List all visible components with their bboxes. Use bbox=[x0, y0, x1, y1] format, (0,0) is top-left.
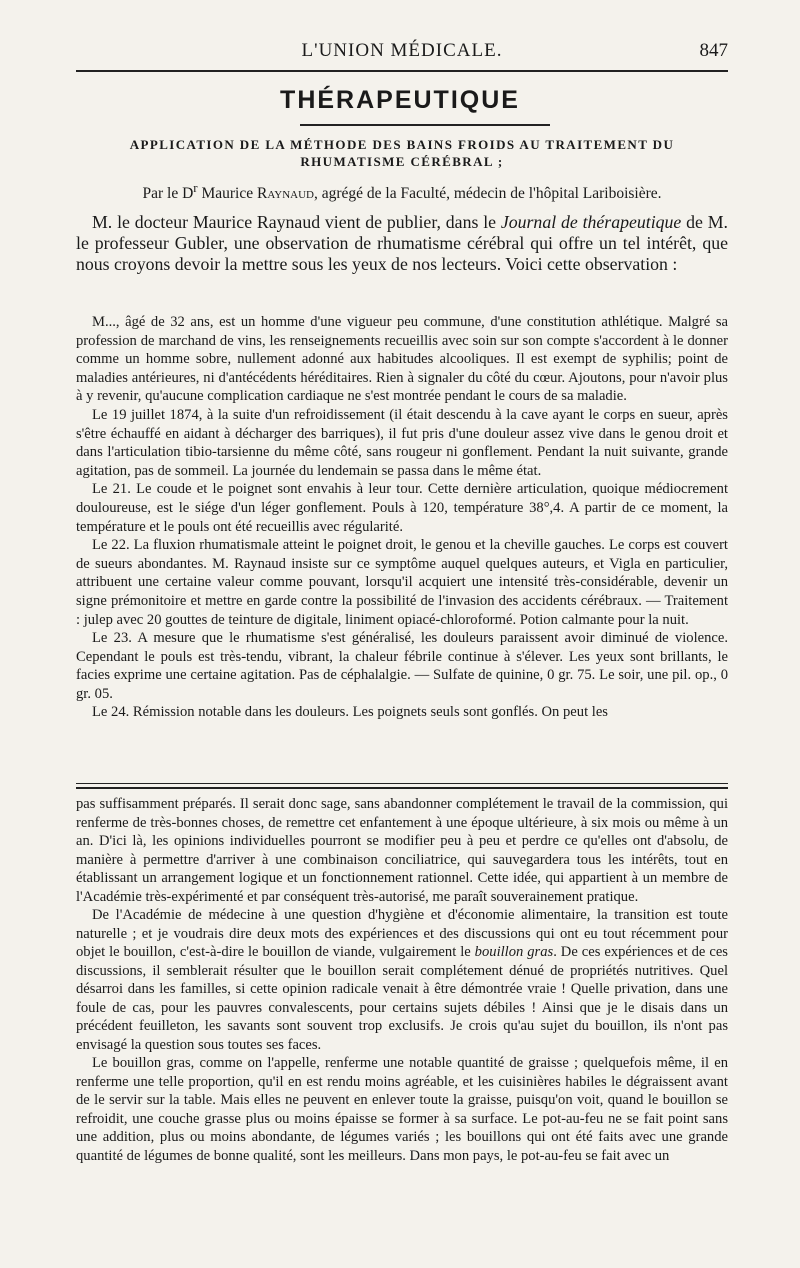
observation-paragraph: Le 22. La fluxion rhumatismale atteint le poignet droit, le genou et la cheville gauches. Le corps est couvert de sueurs abondantes. M. Raynaud insiste sur ce symptôme auquel quelques auteurs, et Vigla en particulier, attribuent une certaine valeur comme pouvant, lorsqu'il acquiert une intensité très-considérable, devenir un signe prémonitoire et mettre en garde contre la possibilité de l'invasion des accidents cérébraux. — Traitement : julep avec 20 gouttes de teinture de digitale, liniment opiacé-chloroformé. Potion calmante pour la nuit. bbox=[76, 537, 728, 628]
section-rule bbox=[300, 124, 550, 126]
byline-prefix: Par le D bbox=[142, 185, 194, 203]
feuilleton-emphasis: bouillon gras bbox=[474, 944, 554, 960]
journal-name: Journal de thérapeutique bbox=[500, 212, 682, 232]
observation-paragraph: Le 24. Rémission notable dans les douleurs. Les poignets seuls sont gonflés. On peut les bbox=[92, 704, 608, 721]
observation-paragraph: Le 19 juillet 1874, à la suite d'un refroidissement (il était descendu à la cave ayant le corps en sueur, après s'être échauffé en aidant à décharger des barriques), il fut pris d'une douleur assez vive dans le genou droit et dans l'articulation tibio-tarsienne du même côté, sans rougeur ni gonflement. Pendant la nuit suivante, grande agitation, pas de sommeil. La journée du lendemain se passa dans le même état. bbox=[76, 406, 728, 479]
lead-part1: M. le docteur Maurice Raynaud vient de publier, dans le bbox=[92, 212, 501, 232]
article-title: APPLICATION DE LA MÉTHODE DES BAINS FROIDS AU TRAITEMENT DU RHUMATISME CÉRÉBRAL ; bbox=[129, 137, 675, 169]
feuilleton bbox=[76, 795, 728, 1165]
byline bbox=[76, 180, 728, 203]
feuilleton-paragraph: Le bouillon gras, comme on l'appelle, renferme une notable quantité de graisse ; quelquefois même, il en renferme une telle proportion, qu'il en est rendu moins agréable, et les cuisinières habiles le dégraissent avant de le servir sur la table. Mais elles ne peuvent en enlever toute la graisse, puisqu'on voit, quand le bouillon se refroidit, une couche grasse plus ou moins épaisse se former à sa surface. Le pot-au-feu ne se fait point sans une addition, plus ou moins abondante, de légumes variés ; les bouillons qui ont été faits avec une grande quantité de légumes de bonne qualité, sont les meilleurs. Dans mon pays, le pot-au-feu se fait avec un bbox=[76, 1055, 728, 1164]
observation-paragraph: M..., âgé de 32 ans, est un homme d'une vigueur peu commune, d'une constitution athlétique. Malgré sa profession de marchand de vins, les renseignements recueillis avec soin sur son compte s'accordent à le donner comme un homme sobre, nullement adonné aux habitudes alcooliques. Il est exempt de syphilis; point de maladies antérieures, ni d'antécédents héréditaires. Rien à signaler du côté du cœur. Ajoutons, pour n'avoir plus à y revenir, qu'aucune complication cardiaque ne s'est montrée pendant le cours de sa maladie. bbox=[76, 314, 728, 405]
feuilleton-rule-thin bbox=[76, 783, 728, 784]
observation bbox=[76, 313, 728, 722]
lead-part2: de M. le professeur Gubler, une observation de rhumatisme cérébral qui offre un tel intérêt, que nous croyons devoir la mettre sous les yeux de nos lecteurs. Voici cette observation : bbox=[76, 212, 728, 274]
observation-paragraph: Le 21. Le coude et le poignet sont envahis à leur tour. Cette dernière articulation, quoique médiocrement douloureuse, est le siége d'un léger gonflement. Pouls à 120, température 38°,4. A partir de ce moment, la température et le pouls ont été recueillis avec régularité. bbox=[76, 481, 728, 535]
section-title: THÉRAPEUTIQUE bbox=[280, 86, 520, 114]
feuilleton-rule-thick bbox=[76, 787, 728, 789]
byline-sup: r bbox=[193, 180, 198, 195]
feuilleton-text: De l'Académie de médecine à une question d'hygiène et d'économie alimentaire, la transition est toute naturelle ; et je voudrais dire deux mots des expériences et des discussions qui ont eu tout récemment pour objet le bouillon, c'est-à-dire le bouillon de viande, vulgairement le bbox=[76, 907, 728, 960]
page-number: 847 bbox=[699, 40, 728, 61]
feuilleton-paragraph bbox=[76, 906, 728, 1054]
observation-paragraph: Le 23. A mesure que le rhumatisme s'est généralisé, les douleurs paraissent avoir diminué de violence. Cependant le pouls est très-tendu, vibrant, la chaleur fébrile continue à s'élever. Les yeux sont brillants, le facies exprime une certaine agitation. Pas de céphalalgie. — Sulfate de quinine, 0 gr. 75. Le soir, une pil. op., 0 gr. 05. bbox=[76, 630, 728, 702]
feuilleton-paragraph: pas suffisamment préparés. Il serait donc sage, sans abandonner complétement le travail de la commission, qui renferme de très-bonnes choses, de remettre cet enfantement à une époque ultérieure, à six mois ou même à un an. D'ici là, les opinions individuelles pourront se modifier peu à peu et perdre ce qu'elles ont d'absolu, de manière à permettre d'arriver à une combinaison conciliatrice, qui sauvegardera tous les intérêts, tout en établissant un arrangement logique et un fonctionnement rationnel. Cette idée, qui appartient à un membre de l'Académie très-expérimenté et par conséquent très-autorisé, me paraît souverainement pratique. bbox=[76, 796, 728, 905]
byline-rest: , agrégé de la Faculté, médecin de l'hôpital Lariboisière. bbox=[313, 185, 662, 203]
running-title: L'UNION MÉDICALE. bbox=[301, 40, 503, 61]
header-rule bbox=[76, 70, 728, 72]
feuilleton-text: . De ces expériences et de ces discussions, il semblerait résulter que le bouillon serait complétement dénué de propriétés nutritives. Quel désarroi dans les familles, si cette opinion radicale venait à être démontrée vraie ! Quelle privation, dans une foule de cas, pour les pauvres convalescents, pour certains sujets débiles ! Ainsi que je le disais dans un précédent feuilleton, les savants sont souvent trop exclusifs. Je crois qu'au sujet du bouillon, ils n'ont pas envisagé la question sous toutes ses faces. bbox=[76, 944, 728, 1053]
lead-paragraph bbox=[76, 212, 728, 275]
byline-surname: Raynaud bbox=[256, 185, 314, 203]
page-header bbox=[76, 40, 728, 68]
byline-first-name: Maurice bbox=[197, 185, 257, 203]
